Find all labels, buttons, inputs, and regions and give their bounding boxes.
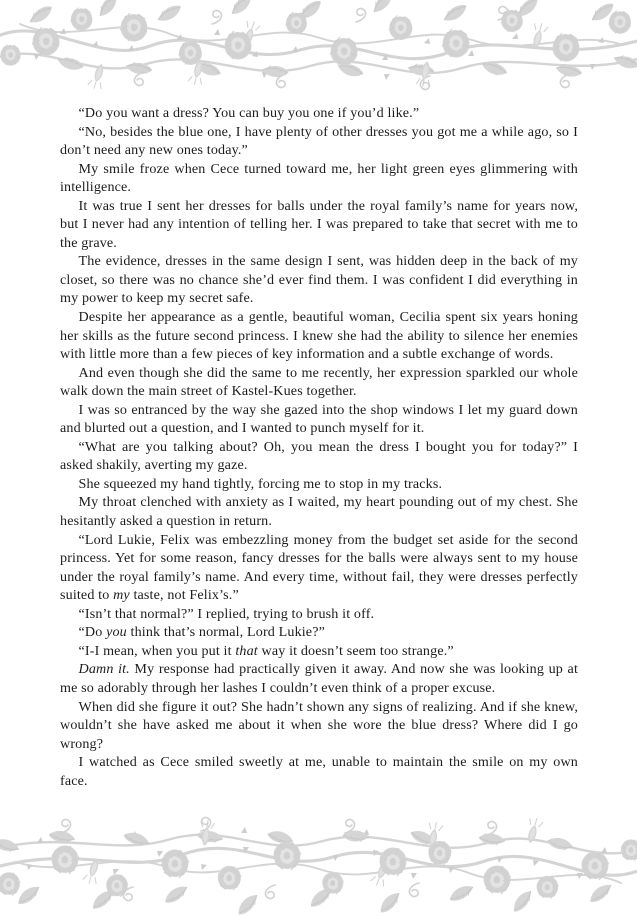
paragraph: I was so entranced by the way she gazed into the shop windows I let my guard down and blurted out a question, and I wanted to punch myself for it. — [60, 401, 578, 437]
paragraph: And even though she did the same to me recently, her expression sparkled our whole walk down the main street of Kastel-Kues together. — [60, 364, 578, 400]
emphasized-text: Damn it. — [78, 661, 130, 678]
paragraph: Despite her appearance as a gentle, beautiful woman, Cecilia spent six years honing her skills as the future second princess. I knew she had the ability to silence her enemies with little more than a few pieces of key information and a subtle exchange of words. — [60, 309, 578, 363]
floral-rose-vine-footer-icon — [0, 813, 637, 917]
paragraph: My smile froze when Cece turned toward me, her light green eyes glimmering with intelligence. — [60, 160, 578, 196]
paragraph: I watched as Cece smiled sweetly at me, unable to maintain the smile on my own face. — [60, 754, 578, 789]
paragraph: When did she figure it out? She hadn’t shown any signs of realizing. And if she knew, wouldn’t she have asked me about it when she wore the blue dress? Where did I go wrong? — [60, 698, 578, 752]
floral-rose-vine-header-icon — [0, 0, 637, 98]
paragraph: “No, besides the blue one, I have plenty of other dresses you got me a while ago, so I don’t need any new ones today.” — [60, 123, 578, 159]
paragraph: My throat clenched with anxiety as I waited, my heart pounding out of my chest. She hesitantly asked a question in return. — [60, 494, 578, 530]
paragraph: “I-I mean, when you put it that way it doesn’t seem too strange.” — [78, 642, 454, 659]
paragraph: “Lord Lukie, Felix was embezzling money from the budget set aside for the second princess. Yet for some reason, fancy dresses for the balls were always sent to my house under the royal family’s name. And every time, without fail, they were dresses perfectly suited to my taste, not Felix’s.” — [60, 531, 578, 604]
emphasized-text: you — [106, 624, 127, 641]
paragraph: The evidence, dresses in the same design I sent, was hidden deep in the back of my closet, so there was no chance she’d ever find them. I was confident I did everything in my power to keep my secret safe. — [60, 253, 578, 307]
page-body-text — [60, 104, 578, 790]
paragraph: She squeezed my hand tightly, forcing me to stop in my tracks. — [78, 475, 443, 492]
paragraph: Damn it. My response had practically given it away. And now she was looking up at me so adorably through her lashes I couldn’t even think of a proper excuse. — [60, 661, 578, 696]
paragraph: It was true I sent her dresses for balls under the royal family’s name for years now, but I never had any intention of telling her. I was prepared to take that secret with me to the grave. — [60, 197, 578, 251]
emphasized-text: that — [235, 642, 258, 659]
paragraph: “What are you talking about? Oh, you mean the dress I bought you for today?” I asked shakily, averting my gaze. — [60, 438, 578, 474]
paragraph: “Do you want a dress? You can buy you one if you’d like.” — [78, 105, 420, 121]
paragraph: “Do you think that’s normal, Lord Lukie?” — [78, 624, 326, 641]
paragraph: “Isn’t that normal?” I replied, trying to brush it off. — [78, 605, 375, 622]
emphasized-text: my — [113, 587, 130, 604]
